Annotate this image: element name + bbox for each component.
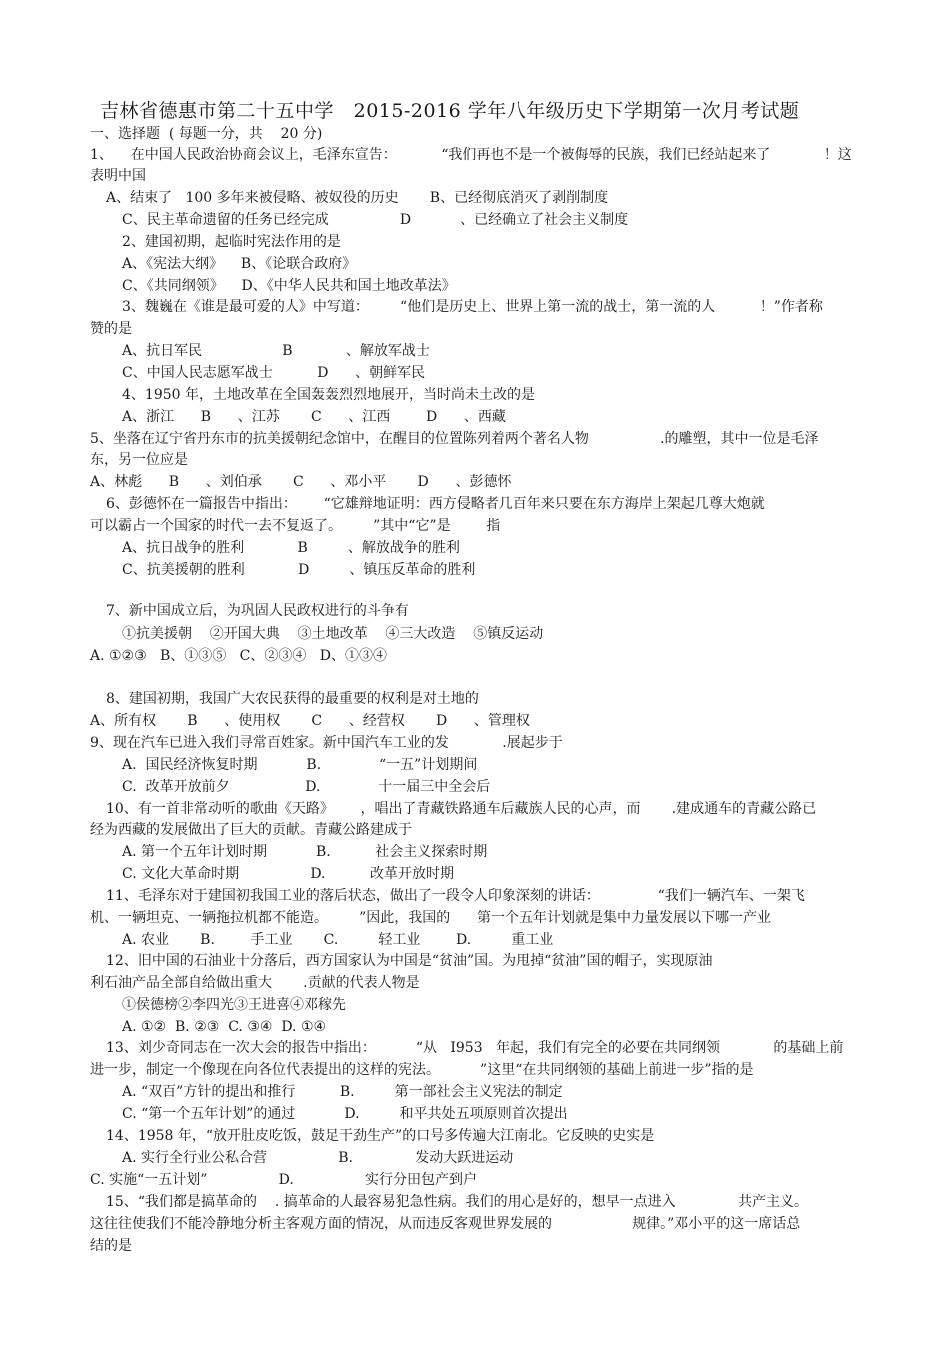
question-6-options-ab: A、抗日战争的胜利 B 、解放战争的胜利 <box>122 540 460 556</box>
question-9-options-cd: C. 改革开放前夕 D. 十一届三中全会后 <box>122 779 491 795</box>
question-13-options-cd: C. “第一个五年计划”的通过 D. 和平共处五项原则首次提出 <box>122 1106 568 1122</box>
question-10-options-ab: A. 第一个五年计划时期 B. 社会主义探索时期 <box>122 844 488 860</box>
question-3-stem: 3、魏巍在《谁是最可爱的人》中写道： “他们是历史上、世界上第一流的战士，第一流的人 ！”作者称 <box>122 299 823 315</box>
question-6-stem-cont: 可以霸占一个国家的时代一去不复返了。 ”其中“它”是 指 <box>90 518 501 534</box>
question-9-options-ab: A. 国民经济恢复时期 B. “一五”计划期间 <box>122 757 478 773</box>
question-1-stem: 1、 在中国人民政治协商会议上，毛泽东宣告： “我们再也不是一个被侮辱的民族，我们已经站起来了 ！这 <box>90 147 852 163</box>
question-12-options: A. ①② B. ②③ C. ③④ D. ①④ <box>122 1019 327 1035</box>
question-14-options-ab: A. 实行全行业公私合营 B. 发动大跃进运动 <box>122 1150 514 1166</box>
question-14-stem: 14、1958 年，“放开肚皮吃饭，鼓足干劲生产”的口号多传遍大江南北。它反映的史实是 <box>106 1128 655 1144</box>
question-6-options-cd: C、抗美援朝的胜利 D 、镇压反革命的胜利 <box>122 562 476 578</box>
question-3-options-cd: C、中国人民志愿军战士 D 、朝鲜军民 <box>122 365 426 381</box>
question-1-stem-cont: 表明中国 <box>90 168 146 184</box>
question-5-options: A、林彪 B 、刘伯承 C 、邓小平 D 、彭德怀 <box>90 474 512 490</box>
question-9-stem: 9、现在汽车已进入我们寻常百姓家。新中国汽车工业的发 .展起步于 <box>90 735 563 751</box>
question-3-stem-cont: 赞的是 <box>90 321 132 337</box>
question-10-options-cd: C. 文化大革命时期 D. 改革开放时期 <box>122 866 454 882</box>
question-13-stem-cont: 进一步，制定一个像现在向各位代表提出的这样的宪法。 ”这里“在共同纲领的基础上前进一步”指的是 <box>90 1062 754 1078</box>
question-10-stem: 10、有一首非常动听的歌曲《天路》 ，唱出了青藏铁路通车后藏族人民的心声，而 .建成通车的青藏公路已 <box>106 801 817 817</box>
question-13-options-ab: A. “双百”方针的提出和推行 B. 第一部社会主义宪法的制定 <box>122 1084 563 1100</box>
question-7-items: ①抗美援朝 ②开国大典 ③土地改革 ④三大改造 ⑤镇反运动 <box>122 626 544 642</box>
question-8-options: A、所有权 B 、使用权 C 、经营权 D 、管理权 <box>90 713 530 729</box>
question-4-stem: 4、1950 年，土地改革在全国轰轰烈烈地展开，当时尚未土改的是 <box>122 387 535 403</box>
question-7-stem: 7、新中国成立后，为巩固人民政权进行的斗争有 <box>106 603 409 619</box>
question-3-options-ab: A、抗日军民 B 、解放军战士 <box>122 343 430 359</box>
question-2-options-ab: A、《宪法大纲》 B、《论联合政府》 <box>122 256 357 272</box>
question-1-options-cd: C、民主革命遗留的任务已经完成 D 、已经确立了社会主义制度 <box>122 212 629 228</box>
question-11-stem: 11、毛泽东对于建国初我国工业的落后状态，做出了一段令人印象深刻的讲话： “我们一辆汽车、一架飞 <box>106 888 805 904</box>
question-6-stem: 6、彭德怀在一篇报告中指出： “它雄辩地证明：西方侵略者几百年来只要在东方海岸上架起几尊大炮就 <box>106 496 765 512</box>
question-13-stem: 13、刘少奇同志在一次大会的报告中指出： “从 I953 年起，我们有完全的必要在共同纲领 的基础上前 <box>106 1040 844 1056</box>
question-4-options: A、浙江 B 、江苏 C 、江西 D 、西藏 <box>122 409 506 425</box>
question-12-stem: 12、旧中国的石油业十分落后，西方国家认为中国是“贫油”国。为甩掉“贫油”国的帽子，实现原油 <box>106 953 713 969</box>
question-12-stem-cont: 利石油产品全部自给做出重大 .贡献的代表人物是 <box>90 975 420 991</box>
question-2-stem: 2、建国初期，起临时宪法作用的是 <box>122 234 341 250</box>
question-15-stem-end: 结的是 <box>90 1238 132 1254</box>
question-12-items: ①侯德榜②李四光③王进喜④邓稼先 <box>122 997 346 1013</box>
question-11-stem-cont: 机、一辆坦克、一辆拖拉机都不能造。 ”因此，我国的 第一个五年计划就是集中力量发展以下哪一产业 <box>90 910 772 926</box>
question-1-options-ab: A、结束了 100 多年来被侵略、被奴役的历史 B、已经彻底消灭了剥削制度 <box>106 190 609 206</box>
question-14-options-cd: C. 实施“一五计划” D. 实行分田包产到户 <box>90 1172 478 1188</box>
section-heading: 一、选择题 ( 每题一分，共 20 分) <box>90 126 323 142</box>
exam-title: 吉林省德惠市第二十五中学 2015-2016 学年八年级历史下学期第一次月考试题 <box>100 100 800 122</box>
question-15-stem: 15、“我们都是搞革命的 . 搞革命的人最容易犯急性病。我们的用心是好的，想早一点进入 共产主义。 <box>106 1194 808 1210</box>
question-5-stem-cont: 东，另一位应是 <box>90 452 188 468</box>
question-8-stem: 8、建国初期，我国广大农民获得的最重要的权利是对土地的 <box>106 691 479 707</box>
question-7-options: A. ①②③ B、①③⑤ C、②③④ D、①③④ <box>90 648 387 664</box>
question-15-stem-cont: 这往往使我们不能冷静地分析主客观方面的情况，从而违反客观世界发展的 规律。”邓小平的这一席话总 <box>90 1216 801 1232</box>
question-5-stem: 5、坐落在辽宁省丹东市的抗美援朝纪念馆中，在醒目的位置陈列着两个著名人物 .的雕塑，其中一位是毛泽 <box>90 431 819 447</box>
question-10-stem-cont: 经为西藏的发展做出了巨大的贡献。青藏公路建成于 <box>90 822 412 838</box>
question-2-options-cd: C、《共同纲领》 D、《中华人民共和国土地改革法》 <box>122 278 456 294</box>
question-11-options: A. 农业 B. 手工业 C. 轻工业 D. 重工业 <box>122 932 554 948</box>
